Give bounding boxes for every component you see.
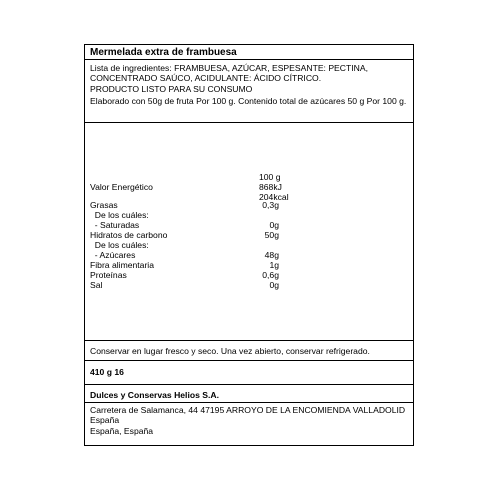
nutrient-label: Proteínas <box>90 270 127 280</box>
nutrient-value: 48g <box>264 250 279 260</box>
nutrient-value: 0,3g <box>262 200 279 210</box>
divider-title <box>84 59 414 60</box>
nutrient-value: 50g <box>264 230 279 240</box>
company-country: España <box>90 415 120 425</box>
product-title: Mermelada extra de frambuesa <box>90 47 237 58</box>
ready-to-eat-text: PRODUCTO LISTO PARA SU CONSUMO <box>90 84 253 94</box>
divider-nutrition-top <box>84 122 414 123</box>
nutrient-label: Fibra alimentaria <box>90 260 154 270</box>
nutrient-label: Hidratos de carbono <box>90 230 168 240</box>
company-address: Carretera de Salamanca, 44 47195 ARROYO DE LA ENCOMIENDA VALLADOLID <box>90 405 406 415</box>
nutrient-value: 0g <box>269 280 279 290</box>
nutrient-label: De los cuáles: <box>90 240 149 250</box>
energy-kj: 868kJ <box>259 182 282 192</box>
ingredients-text: Lista de ingredientes: FRAMBUESA, AZÚCAR, ESPESANTE: PECTINA, CONCENTRADO SAÚCO, ACIDULANTE: ÁCIDO CÍTRICO. <box>90 63 368 83</box>
elaboration-text: Elaborado con 50g de fruta Por 100 g. Contenido total de azúcares 50 g Por 100 g. <box>90 96 407 106</box>
nutrient-value: 0,6g <box>262 270 279 280</box>
nutrition-header: 100 g <box>259 172 281 182</box>
nutrient-label: - Azúcares <box>90 250 136 260</box>
divider-net <box>84 384 414 385</box>
net-weight: 410 g 16 <box>90 367 124 377</box>
nutrient-label: Sal <box>90 280 103 290</box>
origin-text: España, España <box>90 426 154 436</box>
energy-kcal: 204kcal <box>259 192 289 202</box>
energy-label: Valor Energético <box>90 182 153 192</box>
divider-nutrition-bottom <box>84 340 414 341</box>
nutrient-label: Grasas <box>90 200 118 210</box>
nutrient-value: 0g <box>269 220 279 230</box>
company-name: Dulces y Conservas Helios S.A. <box>90 390 219 400</box>
nutrient-value: 1g <box>269 260 279 270</box>
nutrient-label: De los cuáles: <box>90 210 149 220</box>
divider-storage <box>84 360 414 361</box>
nutrient-label: - Saturadas <box>90 220 140 230</box>
storage-text: Conservar en lugar fresco y seco. Una vez abierto, conservar refrigerado. <box>90 346 370 356</box>
divider-company <box>84 402 414 403</box>
